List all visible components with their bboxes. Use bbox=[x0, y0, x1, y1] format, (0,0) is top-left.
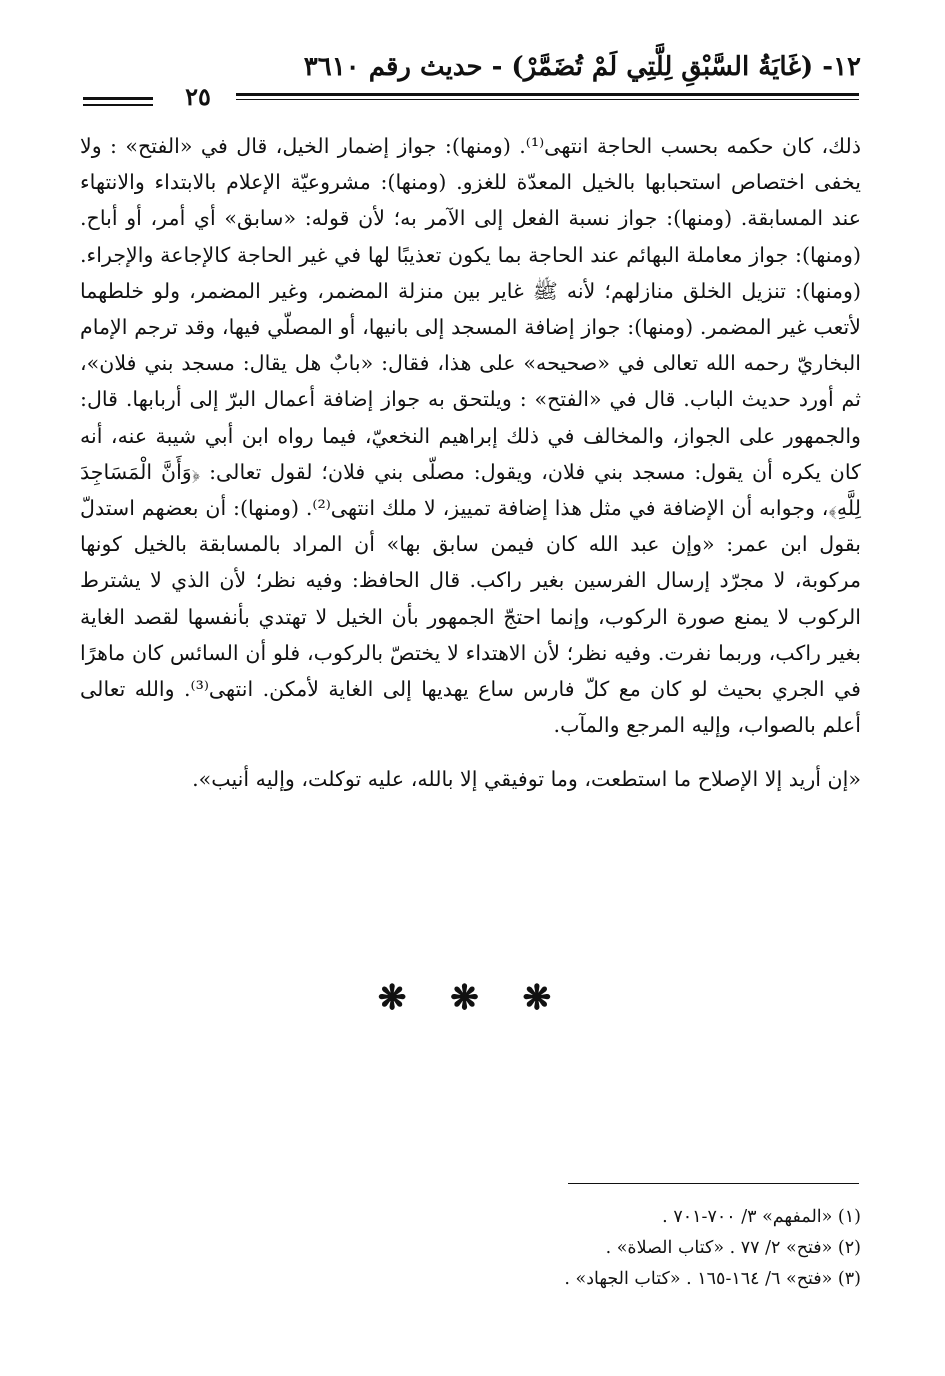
header-left-bar bbox=[83, 97, 153, 100]
main-text bbox=[80, 128, 861, 798]
header-rule bbox=[236, 93, 859, 96]
footnotes bbox=[300, 1202, 861, 1295]
paragraph-main: ذلك، كان حكمه بحسب الحاجة انتهى⁽¹⁾. (ومنها): جواز إضمار الخيل، قال في «الفتح» : ولا يخفى اختصاص استحبابها بالخيل المعدّة للغزو. (ومنها): مشروعيّة الإعلام بالابتداء والانتهاء عند المسابقة. (ومنها): جواز نسبة الفعل إلى الآمر به؛ لأن قوله: «سابق» أي أمر، أو أباح. (ومنها): جواز معاملة البهائم عند الحاجة بما يكون تعذيبًا لها في غير الحاجة كالإجاعة والإجراء. (ومنها): تنزيل الخلق منازلهم؛ لأنه ﷺ غاير بين منزلة المضمر، وغير المضمر، ولو خلطهما لأتعب غير المضمر. (ومنها): جواز إضافة المسجد إلى بانيها، أو المصلّي فيها، وقد ترجم الإمام البخاريّ رحمه الله تعالى في «صحيحه» على هذا، فقال: «بابٌ هل يقال: مسجد بني فلان»، ثم أورد حديث الباب. قال في «الفتح» : ويلتحق به جواز إضافة أعمال البرّ إلى أربابها. قال: والجمهور على الجواز، والمخالف في ذلك إبراهيم النخعيّ، فيما رواه ابن أبي شيبة عنه، أنه كان يكره أن يقول: مسجد بني فلان، ويقول: مصلّى بني فلان؛ لقول تعالى: ﴿وَأَنَّ الْمَسَاجِدَ لِلَّهِ﴾، وجوابه أن الإضافة في مثل هذا إضافة تمييز، لا ملك انتهى⁽²⁾. (ومنها): أن بعضهم استدلّ بقول ابن عمر: «وإن عبد الله كان فيمن سابق بها» أن المراد بالمسابقة بالخيل كونها مركوبة، لا مجرّد إرسال الفرسين بغير راكب. قال الحافظ: وفيه نظر؛ لأن الذي لا يشترط الركوب لا يمنع صورة الركوب، وإنما احتجّ الجمهور بأن الخيل لا تهتدي بأنفسها لقصد الغاية بغير راكب، وربما نفرت. وفيه نظر؛ لأن الاهتداء لا يختصّ بالركوب، فلو أن السائس كان ماهرًا في الجري بحيث لو كان مع كلّ فارس ساع يهديها إلى الغاية لأمكن. انتهى⁽³⁾. والله تعالى أعلم بالصواب، وإليه المرجع والمآب. bbox=[80, 134, 861, 738]
header-left-bar-thin bbox=[83, 104, 153, 106]
header-rule-thin bbox=[236, 99, 859, 100]
running-header: ١٢- (غَايَةُ السَّبْقِ لِلَّتِي لَمْ تُضَمَّرْ) - حديث رقم ٣٦١٠ bbox=[303, 52, 861, 82]
paragraph-closing: «إن أريد إلا الإصلاح ما استطعت، وما توفيقي إلا بالله، عليه توكلت، وإليه أنيب». bbox=[192, 767, 861, 792]
section-separator: ❋ ❋ ❋ bbox=[377, 978, 568, 1018]
footnote-1: (١) «المفهم» ٣/ ٧٠٠-٧٠١ . bbox=[662, 1207, 861, 1227]
page-number: ٢٥ bbox=[185, 82, 211, 111]
footnote-2: (٢) «فتح» ٢/ ٧٧ . «كتاب الصلاة» . bbox=[605, 1238, 861, 1258]
footnote-3: (٣) «فتح» ٦/ ١٦٤-١٦٥ . «كتاب الجهاد» . bbox=[564, 1269, 861, 1289]
footnote-rule bbox=[568, 1183, 859, 1184]
